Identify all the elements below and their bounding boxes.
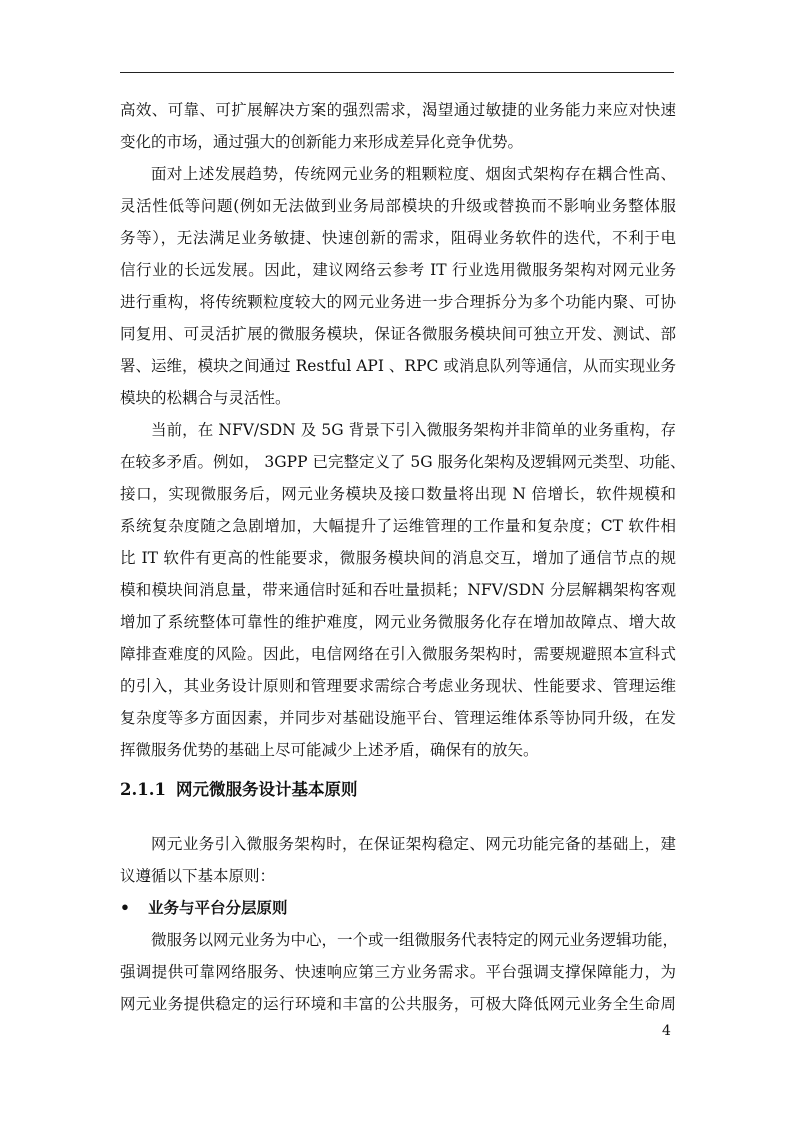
paragraph-line: 网元业务引入微服务架构时，在保证架构稳定、网元功能完备的基础上，建 (151, 835, 676, 853)
paragraph-line: 系统复杂度随之急剧增加，大幅提升了运维管理的工作量和复杂度；CT 软件相 (120, 517, 676, 535)
bullet-symbol: • (120, 898, 130, 917)
section-number: 2.1.1 (120, 780, 166, 799)
paragraph-line: 接口，实现微服务后，网元业务模块及接口数量将出现 N 倍增长，软件规模和 (120, 485, 676, 503)
paragraph-line: 务等），无法满足业务敏捷、快速创新的需求，阻碍业务软件的迭代，不利于电 (120, 229, 676, 247)
section-heading (120, 778, 357, 802)
paragraph-line: 署、运维，模块之间通过 Restful API 、RPC 或消息队列等通信，从而实现业务 (120, 357, 676, 375)
paragraph-4 (120, 828, 676, 892)
paragraph-line: 比 IT 软件有更高的性能要求，微服务模块间的消息交互，增加了通信节点的规 (120, 549, 676, 567)
section-title: 网元微服务设计基本原则 (175, 780, 358, 799)
paragraph-1 (120, 94, 676, 158)
paragraph-line: 当前，在 NFV/SDN 及 5G 背景下引入微服务架构并非简单的业务重构，存 (151, 421, 676, 439)
bullet-item (120, 892, 288, 924)
page-number: 4 (662, 1023, 671, 1039)
paragraph-line: 议遵循以下基本原则： (120, 867, 276, 885)
paragraph-line: 变化的市场，通过强大的创新能力来形成差异化竞争优势。 (120, 133, 524, 151)
paragraph-line: 障排查难度的风险。因此，电信网络在引入微服务架构时，需要规避照本宣科式 (120, 645, 676, 663)
paragraph-line: 同复用、可灵活扩展的微服务模块，保证各微服务模块间可独立开发、测试、部 (120, 325, 676, 343)
paragraph-line: 模块的松耦合与灵活性。 (120, 389, 291, 407)
paragraph-line: 的引入，其业务设计原则和管理要求需综合考虑业务现状、性能要求、管理运维 (120, 677, 676, 695)
paragraph-line: 微服务以网元业务为中心，一个或一组微服务代表特定的网元业务逻辑功能， (151, 931, 679, 949)
header-rule (120, 72, 674, 73)
paragraph-line: 模和模块间消息量，带来通信时延和吞吐量损耗；NFV/SDN 分层解耦架构客观 (120, 581, 676, 599)
paragraph-2 (120, 158, 676, 414)
paragraph-line: 复杂度等多方面因素，并同步对基础设施平台、管理运维体系等协同升级，在发 (120, 709, 676, 727)
paragraph-line: 在较多矛盾。例如， 3GPP 已完整定义了 5G 服务化架构及逻辑网元类型、功能、 (120, 453, 686, 471)
paragraph-line: 进行重构，将传统颗粒度较大的网元业务进一步合理拆分为多个功能内聚、可协 (120, 293, 676, 311)
paragraph-line: 灵活性低等问题(例如无法做到业务局部模块的升级或替换而不影响业务整体服 (120, 197, 676, 215)
paragraph-3 (120, 414, 686, 766)
paragraph-5 (120, 924, 679, 1020)
paragraph-line: 增加了系统整体可靠性的维护难度，网元业务微服务化存在增加故障点、增大故 (120, 613, 676, 631)
paragraph-line: 面对上述发展趋势，传统网元业务的粗颗粒度、烟囱式架构存在耦合性高、 (151, 165, 676, 183)
paragraph-line: 网元业务提供稳定的运行环境和丰富的公共服务，可极大降低网元业务全生命周 (120, 995, 676, 1013)
bullet-title: 业务与平台分层原则 (148, 898, 288, 917)
paragraph-line: 强调提供可靠网络服务、快速响应第三方业务需求。平台强调支撑保障能力，为 (120, 963, 676, 981)
paragraph-line: 信行业的长远发展。因此，建议网络云参考 IT 行业选用微服务架构对网元业务 (120, 261, 676, 279)
paragraph-line: 挥微服务优势的基础上尽可能减少上述矛盾，确保有的放矢。 (120, 741, 539, 759)
paragraph-line: 高效、可靠、可扩展解决方案的强烈需求，渴望通过敏捷的业务能力来应对快速 (120, 101, 676, 119)
